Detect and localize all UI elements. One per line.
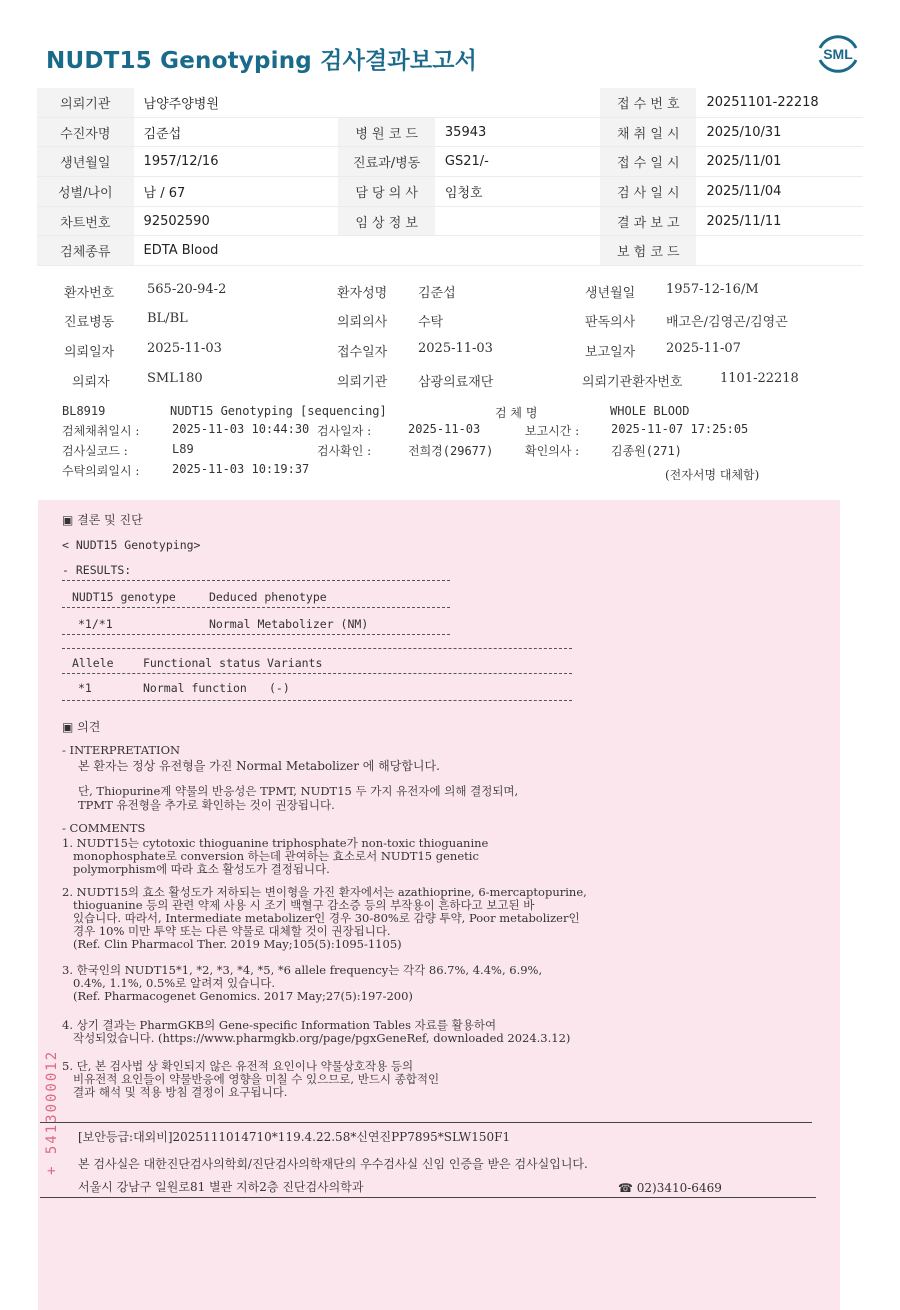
test-value: 2025-11-03 10:44:30 [172,422,310,436]
interpretation-line: 단, Thiopurine계 약물의 반응성은 TPMT, NUDT15 두 가지 유전자에 의해 결정되며, [78,784,519,798]
side-barcode-text: + 5413000012 [44,1049,60,1175]
test-label: 검사확인 : [317,444,372,458]
patient-value: 수탁 [418,315,444,330]
results-label: - RESULTS: [62,563,132,577]
sml-logo [812,30,864,76]
test-value: 2025-11-03 10:19:37 [172,462,310,476]
patient-value: BL/BL [147,311,188,326]
security-line: [보안등급:대외비]2025111014710*119.4.22.58*신연진PP7895*SLW150F1 [78,1130,511,1144]
test-label: 검체채취일시 : [62,424,140,438]
header-label: 성별/나이 [37,177,134,207]
comments-label: - COMMENTS [62,821,146,835]
logo-text: SML [823,46,853,62]
test-label: 확인의사 : [525,444,580,458]
patient-value: 565-20-94-2 [147,282,227,297]
specimen-label: 검 체 명 [495,406,538,420]
signature-note: (전자서명 대체함) [665,468,760,482]
test-value: L89 [172,442,194,456]
patient-value: 삼광의료재단 [418,375,494,390]
patient-value: 김준섭 [418,286,456,301]
patient-label: 의뢰기관 [337,375,388,390]
divider [62,607,450,608]
header-value: GS21/- [435,147,600,177]
divider [62,700,572,701]
patient-value: 1957-12-16/M [666,282,759,297]
header-value: 2025/10/31 [696,117,863,147]
col-phenotype: Deduced phenotype [209,590,327,604]
test-code: BL8919 [62,404,106,418]
report-title: NUDT15 Genotyping 검사결과보고서 [46,48,478,74]
patient-label: 생년월일 [585,286,636,301]
lab-phone: ☎ 02)3410-6469 [618,1181,722,1195]
header-label: 결 과 보 고 [600,206,696,236]
header-value: 임청호 [435,177,600,207]
comment-5: 5. 단, 본 검사법 상 확인되지 않은 유전적 요인이나 약물상호작용 등의 비유전적 요인들이 약물반응에 영향을 미칠 수 있으므로, 반드시 종합적인 결과 해석 및 적용 방침 결정이 요구됩니다. [62,1059,440,1099]
test-value: 2025-11-03 [408,422,481,436]
header-label [338,236,435,266]
test-value: 김종원(271) [611,444,682,458]
comment-4: 4. 상기 결과는 PharmGKB의 Gene-specific Information Tables 자료를 활용하여 작성되었습니다. (https://www.pharmgkb.org/page/pgxGeneRef, downloaded 2024.3.12) [62,1018,571,1045]
header-label: 검 사 일 시 [600,177,696,207]
header-label: 진료과/병동 [338,147,435,177]
header-row [37,236,863,266]
patient-label: 보고일자 [585,345,636,360]
patient-label: 판독의사 [585,315,636,330]
test-value: 2025-11-07 17:25:05 [611,422,749,436]
comment-2: 2. NUDT15의 효소 활성도가 저하되는 변이형을 가진 환자에서는 azathioprine, 6-mercaptopurine, thioguanine 등의 관련 약제 사용 시 조기 백혈구 감소증 등의 부작용이 흔하다고 보고된 바 있습니다. 따라서, Intermediate metabolizer인 경우 30-80%로 감량 투약, Poor metabolizer인 경우 10% 미만 투약 또는 다른 약물로 대체할 것이 권장됩니다. (Ref. Clin Pharmacol Ther. 2019 May;105(5):1095-1105) [62,885,587,951]
patient-label: 의뢰일자 [64,345,115,360]
specimen-value: WHOLE BLOOD [610,404,690,418]
test-label: 검사일자 : [317,424,372,438]
function-value: Normal function [143,681,247,695]
patient-label: 진료병동 [64,315,115,330]
phenotype-value: Normal Metabolizer (NM) [209,617,369,631]
footer-divider [40,1197,816,1198]
header-value [435,88,600,117]
header-value: 남양주양병원 [134,88,339,117]
divider [62,673,572,674]
test-value: 전희경(29677) [408,444,494,458]
header-row [37,177,863,207]
header-label: 보 험 코 드 [600,236,696,266]
divider [62,634,450,635]
scanned-report [0,270,900,1230]
patient-label: 환자성명 [337,286,388,301]
header-value: 2025/11/01 [696,147,863,177]
variants-value: (-) [269,681,290,695]
patient-label: 접수일자 [337,345,388,360]
header-label: 검체종류 [37,236,134,266]
interpretation-label: - INTERPRETATION [62,743,181,757]
col-allele: Allele [72,656,114,670]
interpretation-line: 본 환자는 정상 유전형을 가진 Normal Metabolizer 에 해당합니다. [78,759,440,773]
col-variants: Variants [267,656,323,670]
allele-value: *1 [78,681,92,695]
result-heading: < NUDT15 Genotyping> [62,538,201,552]
patient-value: 2025-11-07 [666,341,741,356]
header-value: EDTA Blood [134,236,339,266]
header-label: 접 수 일 시 [600,147,696,177]
patient-label: 의뢰의사 [337,315,388,330]
certification-text: 본 검사실은 대한진단검사의학회/진단검사의학재단의 우수검사실 신임 인증을 받은 검사실입니다. [78,1157,588,1171]
header-row [37,147,863,177]
test-label: 검사실코드 : [62,444,128,458]
header-value [696,236,863,266]
header-value [435,206,600,236]
header-label: 접 수 번 호 [600,88,696,117]
header-value: 1957/12/16 [134,147,339,177]
patient-value: 1101-22218 [720,371,799,386]
test-name: NUDT15 Genotyping [sequencing] [170,404,387,418]
patient-value: SML180 [147,371,203,386]
header-label: 수진자명 [37,117,134,147]
header-row [37,88,863,117]
test-label: 보고시간 : [525,424,580,438]
header-value: 20251101-22218 [696,88,863,117]
col-genotype: NUDT15 genotype [72,590,176,604]
col-functional-status: Functional status [143,656,261,670]
patient-label: 의뢰기관환자번호 [582,375,683,390]
header-value: 35943 [435,117,600,147]
header-row [37,117,863,147]
header-label: 채 취 일 시 [600,117,696,147]
divider [62,648,572,649]
section-conclusion: ▣ 결론 및 진단 [62,513,143,527]
header-table [37,88,863,266]
header-label [338,88,435,117]
header-value: 2025/11/04 [696,177,863,207]
header-label: 차트번호 [37,206,134,236]
lab-address: 서울시 강남구 일원로81 별관 지하2층 진단검사의학과 [78,1180,364,1194]
header-row [37,206,863,236]
header-value: 남 / 67 [134,177,339,207]
genotype-value: *1/*1 [78,617,113,631]
patient-value: 2025-11-03 [147,341,222,356]
header-label: 담 당 의 사 [338,177,435,207]
header-value [435,236,600,266]
header-label: 병 원 코 드 [338,117,435,147]
patient-value: 배고은/김영곤/김영곤 [666,315,788,330]
header-label: 생년월일 [37,147,134,177]
header-label: 의뢰기관 [37,88,134,117]
patient-value: 2025-11-03 [418,341,493,356]
interpretation-line: TPMT 유전형을 추가로 확인하는 것이 권장됩니다. [78,798,335,812]
divider [62,580,450,581]
section-opinion: ▣ 의견 [62,720,101,734]
test-label: 수탁의뢰일시 : [62,464,140,478]
header-value: 김준섭 [134,117,339,147]
header-label: 임 상 정 보 [338,206,435,236]
comment-3: 3. 한국인의 NUDT15*1, *2, *3, *4, *5, *6 allele frequency는 각각 86.7%, 4.4%, 6.9%, 0.4%, 1.1%, 0.5%로 알려져 있습니다. (Ref. Pharmacogenet Genomics. 2017 May;27(5):197-200) [62,963,543,1003]
header-value: 92502590 [134,206,339,236]
patient-label: 환자번호 [64,286,115,301]
comment-1: 1. NUDT15는 cytotoxic thioguanine triphosphate가 non-toxic thioguanine monophosphate로 conversion 하는데 관여하는 효소로서 NUDT15 genetic polymorphism에 따라 효소 활성도가 결정됩니다. [62,836,489,876]
patient-label: 의뢰자 [72,375,110,390]
footer-divider [40,1122,812,1123]
header-value: 2025/11/11 [696,206,863,236]
